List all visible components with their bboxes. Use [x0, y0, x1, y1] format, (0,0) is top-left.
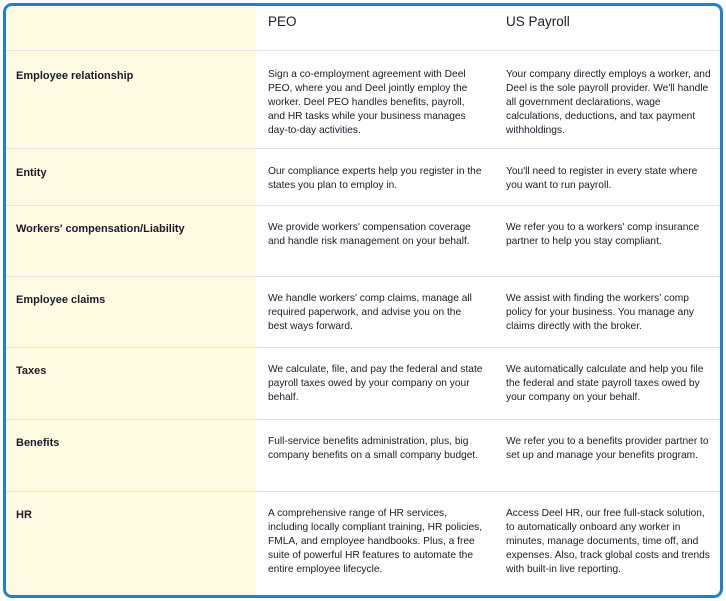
table-row [6, 50, 720, 149]
row-label: Benefits [16, 437, 60, 449]
peo-cell: A comprehensive range of HR services, including locally compliant training, HR policies, FMLA, and employee handbooks. Plus, a free suite of powerful HR features to automate the entire employee lifecycle. [268, 508, 483, 575]
peo-cell: Sign a co-employment agreement with Deel PEO, where you and Deel jointly employ the worker. Deel PEO handles benefits, payroll, and HR tasks while your business manages day-to-day activities. [268, 69, 468, 136]
table-row [6, 276, 720, 348]
payroll-cell: We automatically calculate and help you file the federal and state payroll taxes owed by your company on your behalf. [506, 364, 704, 403]
payroll-cell: We assist with finding the workers' comp policy for your business. You manage any claims directly with the broker. [506, 293, 695, 332]
table-row [6, 491, 720, 596]
table-row [6, 347, 720, 420]
payroll-cell: You'll need to register in every state where you want to run payroll. [506, 166, 698, 191]
row-label: Entity [16, 167, 47, 179]
peo-cell: We provide workers' compensation coverage and handle risk management on your behalf. [268, 222, 471, 247]
table-row [6, 419, 720, 492]
payroll-cell: We refer you to a workers' comp insurance partner to help you stay compliant. [506, 222, 700, 247]
row-label: Employee claims [16, 294, 106, 306]
row-label: Workers' compensation/Liability [16, 223, 185, 235]
comparison-table [3, 3, 723, 598]
peo-cell: We calculate, file, and pay the federal and state payroll taxes owed by your company on your behalf. [268, 364, 483, 403]
row-label: Employee relationship [16, 70, 134, 82]
peo-cell: Our compliance experts help you register in the states you plan to employ in. [268, 166, 482, 191]
row-label: HR [16, 509, 32, 521]
payroll-cell: We refer you to a benefits provider partner to set up and manage your benefits program. [506, 436, 709, 461]
row-label: Taxes [16, 365, 47, 377]
table-header-row [6, 6, 720, 50]
table-row [6, 148, 720, 206]
payroll-cell: Your company directly employs a worker, and Deel is the sole payroll provider. We'll handle all government declarations, wage calculations, deductions, and tax payment withholdings. [506, 69, 711, 136]
peo-cell: We handle workers' comp claims, manage all required paperwork, and advise you on the best ways forward. [268, 293, 472, 332]
header-us-payroll: US Payroll [506, 14, 570, 29]
payroll-cell: Access Deel HR, our free full-stack solution, to automatically onboard any worker in minutes, manage documents, time off, and expenses. Also, track global costs and trends with built-in live reporting. [506, 508, 710, 575]
peo-cell: Full-service benefits administration, plus, big company benefits on a small company budget. [268, 436, 479, 461]
header-peo: PEO [268, 14, 297, 29]
table-row [6, 205, 720, 277]
